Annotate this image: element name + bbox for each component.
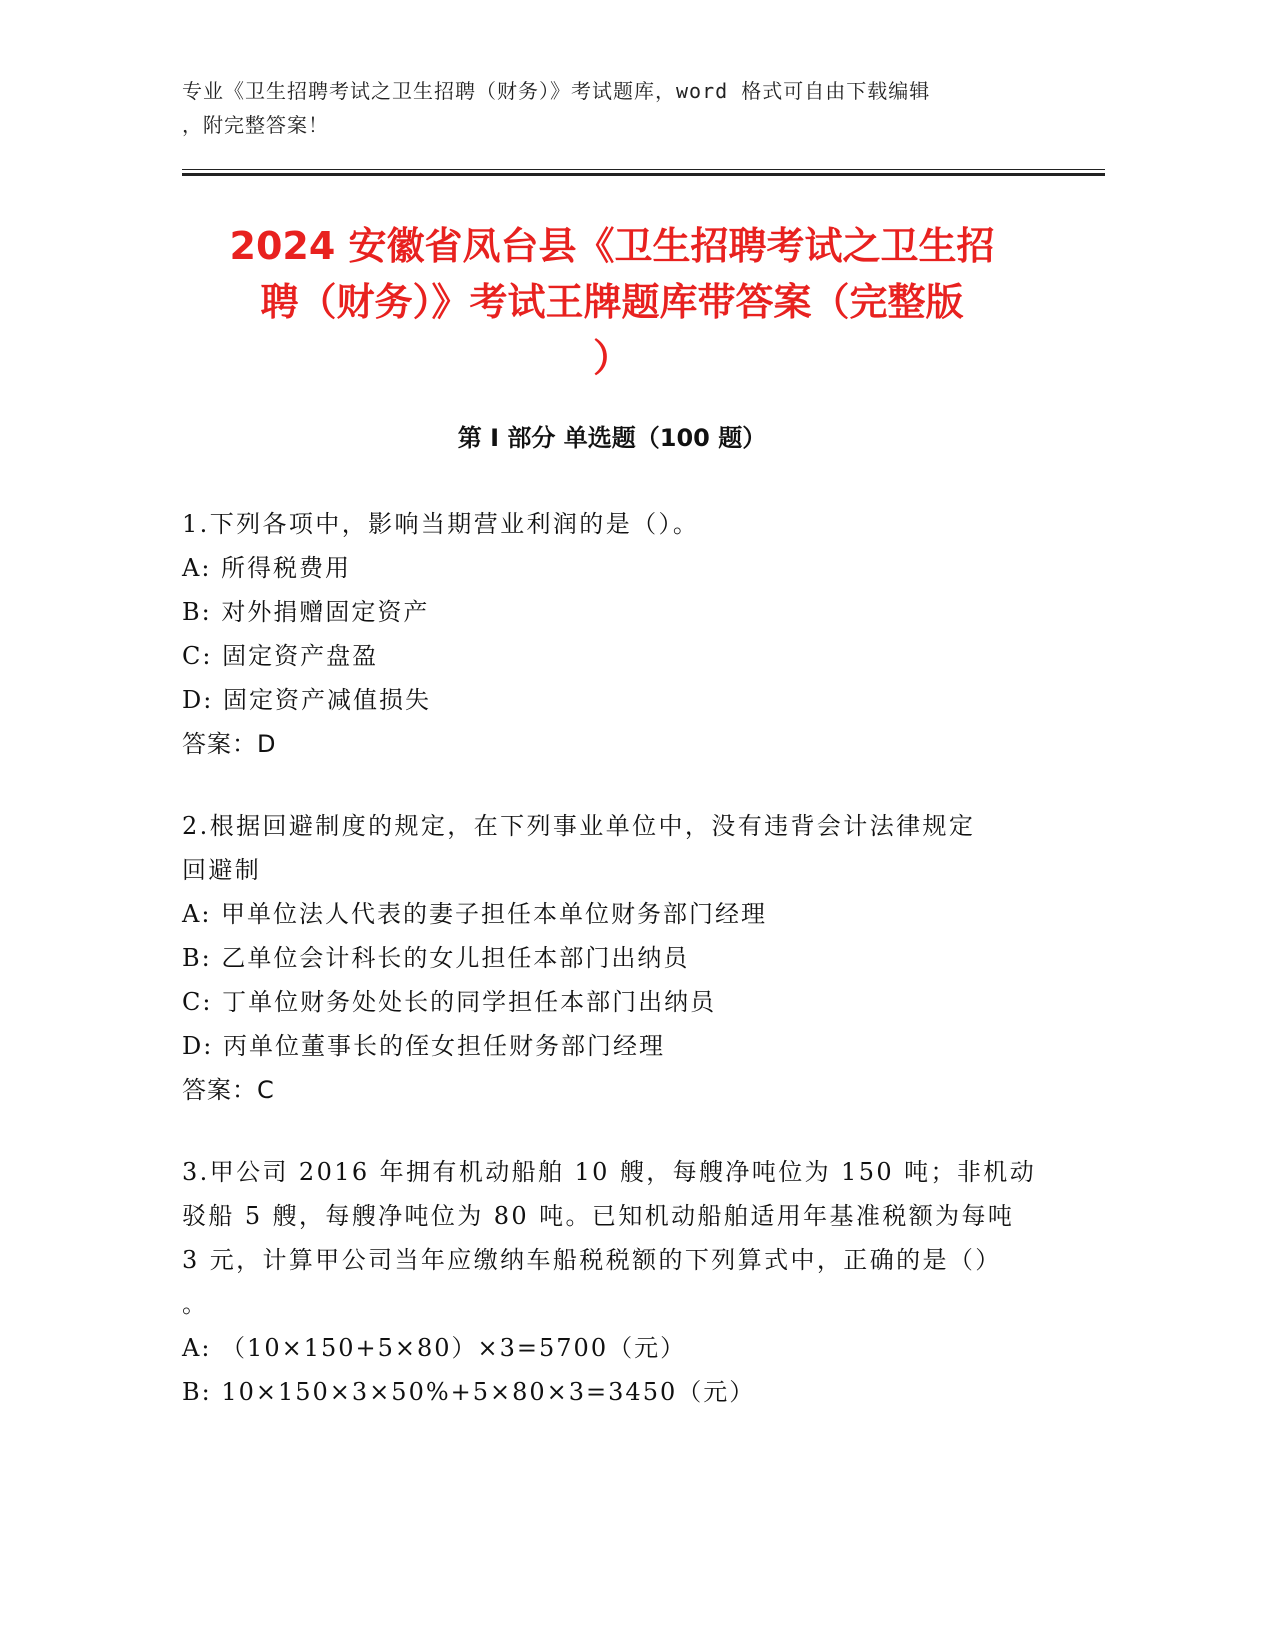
question-stem: 驳船 5 艘，每艘净吨位为 80 吨。已知机动船舶适用年基准税额为每吨 xyxy=(182,1202,1015,1230)
title-line: ） xyxy=(592,336,631,380)
question-2 xyxy=(182,804,1042,1112)
document-title xyxy=(182,218,1042,386)
question-answer: 答案：D xyxy=(182,730,277,758)
question-list xyxy=(182,502,1042,1452)
question-stem: 。 xyxy=(182,1290,209,1318)
header-divider-thick xyxy=(182,173,1105,176)
question-stem: 回避制 xyxy=(182,856,262,884)
title-line: 2024 安徽省凤台县《卫生招聘考试之卫生招 xyxy=(229,224,995,268)
question-option: B: 10×150×3×50%+5×80×3=3450（元） xyxy=(182,1378,756,1406)
question-3 xyxy=(182,1150,1042,1414)
question-option: A: 甲单位法人代表的妻子担任本单位财务部门经理 xyxy=(182,900,768,928)
question-stem: 2.根据回避制度的规定，在下列事业单位中，没有违背会计法律规定 xyxy=(182,812,976,840)
question-stem: 3.甲公司 2016 年拥有机动船舶 10 艘，每艘净吨位为 150 吨；非机动 xyxy=(182,1158,1037,1186)
question-option: C: 丁单位财务处处长的同学担任本部门出纳员 xyxy=(182,988,717,1016)
section-title: 第 I 部分 单选题（100 题） xyxy=(457,424,767,452)
header-divider-thin xyxy=(182,169,1105,170)
header-note xyxy=(182,74,1062,142)
question-option: B: 对外捐赠固定资产 xyxy=(182,598,430,626)
question-option: B: 乙单位会计科长的女儿担任本部门出纳员 xyxy=(182,944,690,972)
question-option: C: 固定资产盘盈 xyxy=(182,642,379,670)
header-note-line: ，附完整答案！ xyxy=(182,113,329,137)
question-option: D: 丙单位董事长的侄女担任财务部门经理 xyxy=(182,1032,665,1060)
question-stem: 1.下列各项中，影响当期营业利润的是（）。 xyxy=(182,510,700,538)
question-option: A: （10×150+5×80）×3=5700（元） xyxy=(182,1334,687,1362)
header-note-line: 专业《卫生招聘考试之卫生招聘（财务）》考试题库，word 格式可自由下载编辑 xyxy=(182,79,931,103)
question-1 xyxy=(182,502,1042,766)
question-option: A: 所得税费用 xyxy=(182,554,352,582)
question-answer: 答案：C xyxy=(182,1076,275,1104)
question-option: D: 固定资产减值损失 xyxy=(182,686,431,714)
question-stem: 3 元，计算甲公司当年应缴纳车船税税额的下列算式中，正确的是（） xyxy=(182,1246,1002,1274)
title-line: 聘（财务）》考试王牌题库带答案（完整版 xyxy=(260,280,964,324)
